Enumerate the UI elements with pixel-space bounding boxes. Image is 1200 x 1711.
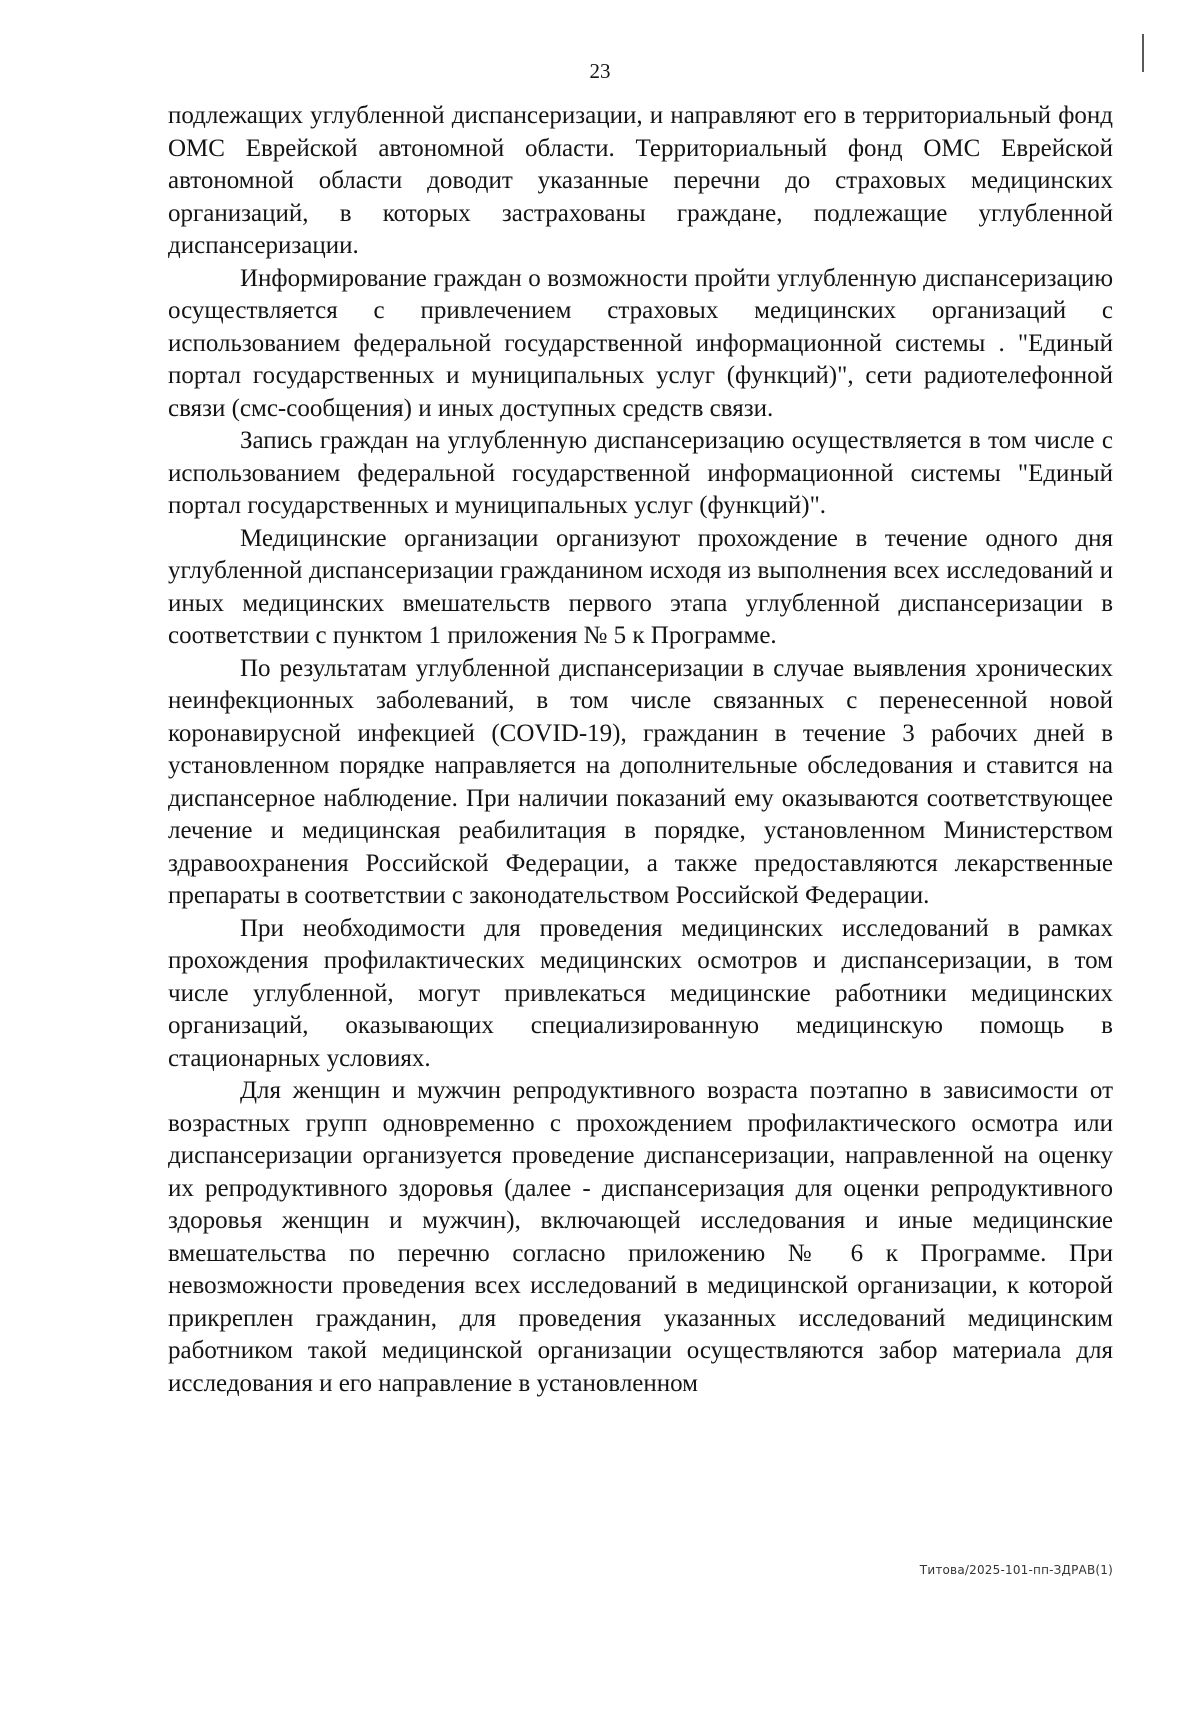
document-body	[168, 100, 1113, 1400]
document-footer-code: Титова/2025-101-пп-ЗДРАВ(1)	[919, 1563, 1113, 1577]
paragraph-continuation: подлежащих углубленной диспансеризации, и направляют его в территориальный фонд ОМС Еврейской автономной области. Территориальный фонд ОМС Еврейской автономной области доводит указанные перечни до страховых медицинских организаций, в которых застрахованы граждане, подлежащие углубленной диспансеризации.	[168, 102, 1113, 259]
paragraph-results: По результатам углубленной диспансеризации в случае выявления хронических неинфекционных заболеваний, в том числе связанных с перенесенной новой коронавирусной инфекцией (COVID-19), гражданин в течение 3 рабочих дней в установленном порядке направляется на дополнительные обследования и ставится на диспансерное наблюдение. При наличии показаний ему оказываются соответствующее лечение и медицинская реабилитация в порядке, установленном Министерством здравоохранения Российской Федерации, а также предоставляются лекарственные препараты в соответствии с законодательством Российской Федерации.	[168, 654, 1113, 909]
paragraph-involvement: При необходимости для проведения медицинских исследований в рамках прохождения профилактических медицинских осмотров и диспансеризации, в том числе углубленной, могут привлекаться медицинские работники медицинских организаций, оказывающих специализированную медицинскую помощь в стационарных условиях.	[168, 914, 1113, 1072]
page-number: 23	[589, 59, 611, 83]
paragraph-registration: Запись граждан на углубленную диспансеризацию осуществляется в том числе с использованием федеральной государственной информационной системы "Единый портал государственных и муниципальных услуг (функций)".	[168, 427, 1113, 519]
paragraph-one-day-passage: Медицинские организации организуют прохождение в течение одного дня углубленной диспансеризации гражданином исходя из выполнения всех исследований и иных медицинских вмешательств первого этапа углубленной диспансеризации в соответствии с пунктом 1 приложения № 5 к Программе.	[168, 524, 1113, 649]
scan-margin-mark	[1142, 34, 1144, 72]
paragraph-reproductive-health: Для женщин и мужчин репродуктивного возраста поэтапно в зависимости от возрастных групп одновременно с прохождением профилактического осмотра или диспансеризации организуется проведение диспансеризации, направленной на оценку их репродуктивного здоровья (далее - диспансеризация для оценки репродуктивного здоровья женщин и мужчин), включающей исследования и иные медицинские вмешательства по перечню согласно приложению № 6 к Программе. При невозможности проведения всех исследований в медицинской организации, к которой прикреплен гражданин, для проведения указанных исследований медицинским работником такой медицинской организации осуществляются забор материала для исследования и его направление в установленном	[168, 1077, 1113, 1397]
paragraph-informing: Информирование граждан о возможности пройти углубленную диспансеризацию осуществляется с привлечением страховых медицинских организаций с использованием федеральной государственной информационной системы . "Единый портал государственных и муниципальных услуг (функций)", сети радиотелефонной связи (смс-сообщения) и иных доступных средств связи.	[168, 264, 1113, 422]
